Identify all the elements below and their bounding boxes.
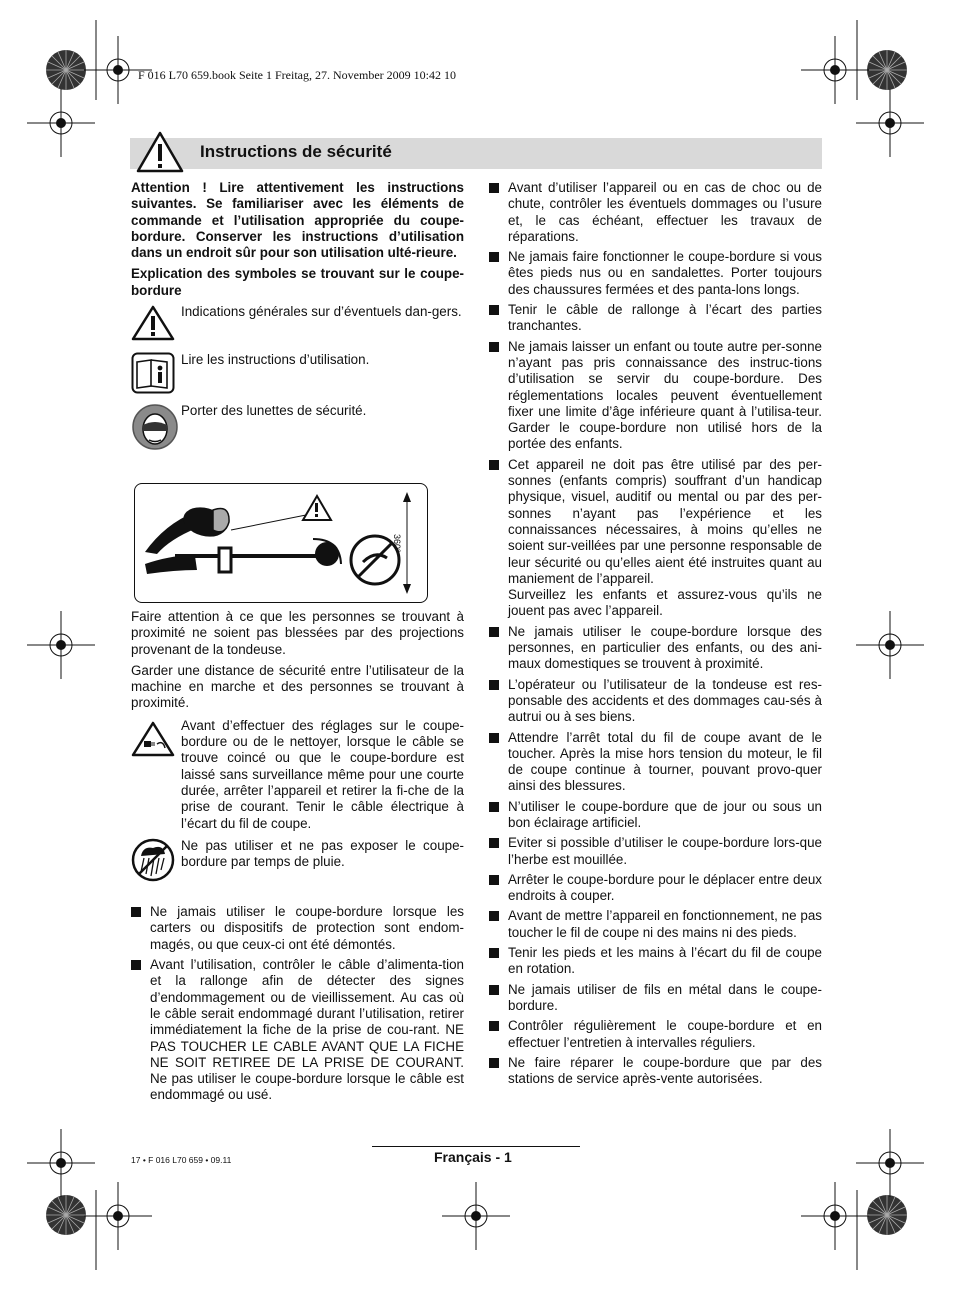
symbol-glasses-text: Porter des lunettes de sécurité.	[181, 402, 367, 418]
file-header: F 016 L70 659.book Seite 1 Freitag, 27. November 2009 10:42 10	[138, 68, 456, 82]
list-item: Eviter si possible d’utiliser le coupe-bordure lors-que l’herbe est mouillée.	[489, 835, 822, 868]
warning-triangle-icon	[135, 130, 185, 174]
list-item: Ne jamais utiliser le coupe-bordure lorsque les carters ou dispositifs de protection sont endom-magés, ou que ceux-ci ont été démontés.	[131, 904, 464, 953]
left-column	[131, 180, 464, 1108]
list-item: Ne jamais utiliser de fils en métal dans le coupe-bordure.	[489, 982, 822, 1015]
safety-glasses-icon	[131, 403, 179, 451]
unplug-warning-icon	[131, 720, 175, 758]
list-item: Avant l’utilisation, contrôler le câble d’alimenta-tion et la rallonge afin de détecter des signes d’endommagement ou de vieillissement. Au cas où le câble serait endommagé durant l’utilisation, retirer immédiatement la fiche de la prise de cou-rant. NE PAS TOUCHER LE CABLE AVANT QUE LA FICHE NE SOIT RETIREE DE LA PRISE DE COURANT. Ne pas utiliser le coupe-bordure lorsque le câble est endommagé ou usé.	[131, 957, 464, 1104]
symbol-row-rain	[131, 838, 464, 886]
list-item: Tenir les pieds et les mains à l’écart du fil de coupe en rotation.	[489, 945, 822, 978]
read-manual-icon	[131, 352, 175, 394]
list-item: Ne jamais laisser un enfant ou toute autre per-sonne n’ayant pas pris connaissance des instruc-tions d’utilisation se servir du coupe-bordure. Des réglementations locales peuvent éventuellement fixer une limite d’âge inférieure quant à l’utilisa-teur. Garder le coupe-bordure non utilisé hors de la portée des enfants.	[489, 339, 822, 453]
list-item-text: Cet appareil ne doit pas être utilisé par des per-sonnes (enfants compris) souffrant d’un handicap physique, visuel, auditif ou mental ou par des per-sonnes n’ayant pas l’expérience et les connaissances nécessaires, à moins qu’elles ne soient sur-veillées par une personne responsable de leur sécurité ou qu’elles aient été instruites quant au maniement de l’appareil.	[508, 456, 822, 586]
page-language-number: Français - 1	[434, 1149, 512, 1165]
para-distance: Garder une distance de sécurité entre l’utilisateur de la machine en marche et des personnes se trouvant à proximité.	[131, 662, 464, 711]
list-item: Avant d’utiliser l’appareil ou en cas de choc ou de chute, contrôler les éventuels dommages ou l’usure et, le cas échéant, effectuer les travaux de réparations.	[489, 180, 822, 245]
para-projections: Faire attention à ce que les personnes se trouvant à proximité ne soient pas blessées par des projections provenant de la tondeuse.	[131, 608, 464, 657]
symbol-manual-text: Lire les instructions d’utilisation.	[181, 352, 370, 368]
symbol-row-unplug	[131, 718, 464, 832]
document-code: 17 • F 016 L70 659 • 09.11	[131, 1155, 232, 1165]
projection-hazard-illustration	[135, 484, 427, 602]
list-item: Contrôler régulièrement le coupe-bordure et en effectuer l’entretien à intervalles réguliers.	[489, 1018, 822, 1051]
footer-rule	[372, 1146, 580, 1147]
list-item: Attendre l’arrêt total du fil de coupe avant de le toucher. Après la mise hors tension du moteur, le fil de coupe continue à tourner, pouvant provo-quer ainsi des blessures.	[489, 730, 822, 795]
danger-triangle-icon	[131, 304, 175, 342]
symbol-danger-text: Indications générales sur d’éventuels dan-gers.	[181, 304, 462, 320]
symbols-heading: Explication des symboles se trouvant sur le coupe-bordure	[131, 266, 464, 298]
symbol-unplug-text: Avant d’effectuer des réglages sur le coupe-bordure ou de le nettoyer, lorsque le câble se trouve coincé ou que le coupe-bordure est laissé sans surveillance même pour une courte durée, arrêter l’appareil et retirer la fi-che de la prise de courant. Tenir le câble électrique à l’écart du fil de coupe.	[181, 717, 464, 831]
right-column	[489, 180, 822, 1091]
list-item	[489, 457, 822, 620]
intro-warning: Attention ! Lire attentivement les instructions suivantes. Se familiariser avec les éléments de commande et l’utilisation appropriée du coupe-bordure. Conserver les instructions d’utilisation dans un endroit sûr pour son utilisation ulté-rieure.	[131, 180, 464, 261]
children-note: Surveillez les enfants et assurez-vous qu’ils ne jouent pas avec l’appareil.	[508, 587, 822, 619]
list-item: Ne jamais utiliser le coupe-bordure lorsque des personnes, en particulier des enfants, ou des ani-maux domestiques se trouvent à proximité.	[489, 624, 822, 673]
list-item: Ne faire réparer le coupe-bordure que par des stations de service après-vente autorisées.	[489, 1055, 822, 1088]
no-rain-icon	[131, 838, 175, 882]
symbol-rain-text: Ne pas utiliser et ne pas exposer le coupe-bordure par temps de pluie.	[181, 837, 464, 870]
list-item: Arrêter le coupe-bordure pour le déplacer entre deux endroits à couper.	[489, 872, 822, 905]
list-item: Avant de mettre l’appareil en fonctionnement, ne pas toucher le fil de coupe ni des mains ni des pieds.	[489, 908, 822, 941]
section-title: Instructions de sécurité	[200, 142, 392, 161]
rotation-angle-label: 360°	[392, 533, 402, 553]
symbol-row-glasses	[131, 403, 464, 455]
symbol-row-manual	[131, 352, 464, 398]
list-item: Tenir le câble de rallonge à l’écart des parties tranchantes.	[489, 302, 822, 335]
list-item: N’utiliser le coupe-bordure que de jour ou sous un bon éclairage artificiel.	[489, 799, 822, 832]
list-item: Ne jamais faire fonctionner le coupe-bordure si vous êtes pieds nus ou en sandalettes. Porter toujours des chaussures fermées et des panta-lons longs.	[489, 249, 822, 298]
warning-figure	[134, 483, 428, 603]
symbol-row-danger	[131, 304, 464, 346]
list-item: L’opérateur ou l’utilisateur de la tondeuse est res-ponsable des accidents et des dommages cau-sés à autrui ou à ses biens.	[489, 677, 822, 726]
